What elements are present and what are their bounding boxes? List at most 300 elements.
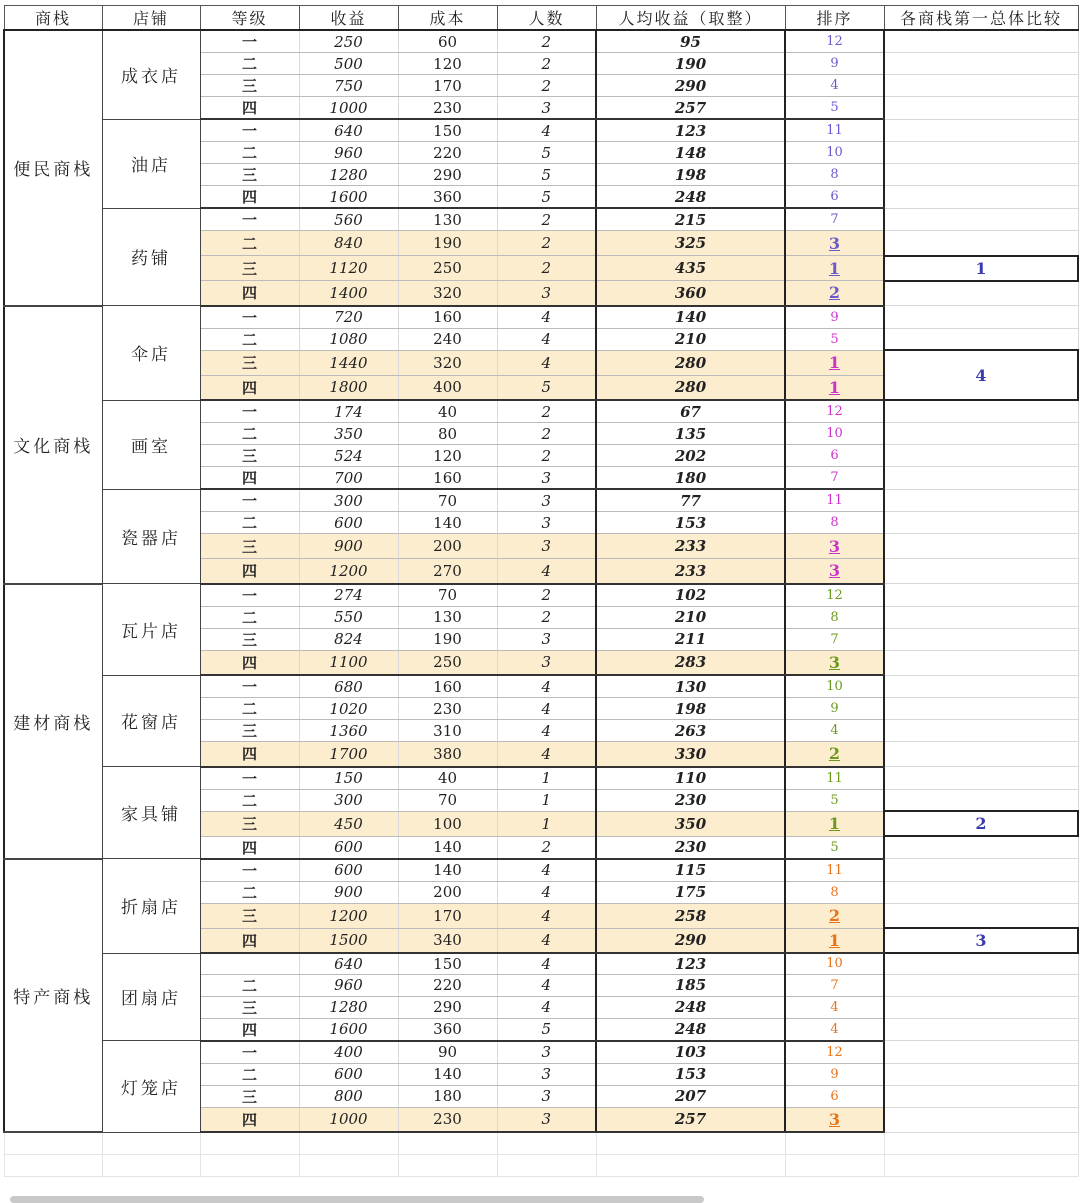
compare-cell[interactable] xyxy=(884,742,1078,767)
rank-cell[interactable]: 10 xyxy=(785,953,884,974)
rank-cell[interactable]: 1 xyxy=(785,928,884,953)
avg-revenue-cell[interactable]: 290 xyxy=(596,928,785,953)
cost-cell[interactable]: 150 xyxy=(398,119,497,142)
level-cell[interactable] xyxy=(200,953,299,974)
compare-cell[interactable] xyxy=(884,675,1078,698)
rank-cell[interactable]: 4 xyxy=(785,720,884,742)
avg-revenue-cell[interactable]: 103 xyxy=(596,1041,785,1064)
avg-revenue-cell[interactable]: 190 xyxy=(596,53,785,75)
level-cell[interactable]: 四 xyxy=(200,742,299,767)
compare-cell[interactable] xyxy=(884,445,1078,467)
compare-cell[interactable] xyxy=(884,231,1078,256)
revenue-cell[interactable]: 300 xyxy=(299,789,398,811)
compare-cell[interactable] xyxy=(884,400,1078,423)
shop-cell[interactable]: 折扇店 xyxy=(102,859,200,954)
compare-cell[interactable] xyxy=(884,30,1078,53)
level-cell[interactable]: 四 xyxy=(200,97,299,120)
level-cell[interactable]: 四 xyxy=(200,1018,299,1041)
empty-cell[interactable] xyxy=(596,1155,785,1177)
compare-cell[interactable] xyxy=(884,142,1078,164)
group-cell[interactable]: 特产商栈 xyxy=(4,859,102,1133)
avg-revenue-cell[interactable]: 180 xyxy=(596,467,785,490)
count-cell[interactable]: 1 xyxy=(497,811,596,836)
avg-revenue-cell[interactable]: 248 xyxy=(596,186,785,209)
cost-cell[interactable]: 160 xyxy=(398,467,497,490)
revenue-cell[interactable]: 1000 xyxy=(299,1107,398,1132)
cost-cell[interactable]: 170 xyxy=(398,903,497,928)
cost-cell[interactable]: 200 xyxy=(398,881,497,903)
rank-cell[interactable]: 9 xyxy=(785,698,884,720)
group-cell[interactable]: 便民商栈 xyxy=(4,30,102,306)
shop-cell[interactable]: 灯笼店 xyxy=(102,1041,200,1133)
level-cell[interactable]: 三 xyxy=(200,256,299,281)
avg-revenue-cell[interactable]: 102 xyxy=(596,584,785,607)
compare-cell[interactable] xyxy=(884,789,1078,811)
count-cell[interactable]: 2 xyxy=(497,606,596,628)
revenue-cell[interactable]: 1600 xyxy=(299,1018,398,1041)
empty-cell[interactable] xyxy=(200,1155,299,1177)
revenue-cell[interactable]: 720 xyxy=(299,306,398,329)
cost-cell[interactable]: 80 xyxy=(398,423,497,445)
shop-cell[interactable]: 瓦片店 xyxy=(102,584,200,676)
cost-cell[interactable]: 220 xyxy=(398,142,497,164)
empty-cell[interactable] xyxy=(398,1155,497,1177)
level-cell[interactable]: 四 xyxy=(200,650,299,675)
level-cell[interactable]: 一 xyxy=(200,30,299,53)
header-avg[interactable]: 人均收益（取整） xyxy=(596,6,785,31)
revenue-cell[interactable]: 250 xyxy=(299,30,398,53)
cost-cell[interactable]: 250 xyxy=(398,650,497,675)
compare-cell[interactable] xyxy=(884,767,1078,790)
count-cell[interactable]: 5 xyxy=(497,1018,596,1041)
count-cell[interactable]: 4 xyxy=(497,720,596,742)
level-cell[interactable]: 一 xyxy=(200,859,299,882)
count-cell[interactable]: 4 xyxy=(497,306,596,329)
revenue-cell[interactable]: 680 xyxy=(299,675,398,698)
level-cell[interactable]: 一 xyxy=(200,208,299,231)
avg-revenue-cell[interactable]: 140 xyxy=(596,306,785,329)
level-cell[interactable]: 四 xyxy=(200,375,299,400)
empty-cell[interactable] xyxy=(398,1132,497,1155)
level-cell[interactable]: 一 xyxy=(200,675,299,698)
revenue-cell[interactable]: 1400 xyxy=(299,281,398,306)
compare-cell[interactable] xyxy=(884,628,1078,650)
revenue-cell[interactable]: 150 xyxy=(299,767,398,790)
avg-revenue-cell[interactable]: 280 xyxy=(596,350,785,375)
count-cell[interactable]: 4 xyxy=(497,119,596,142)
avg-revenue-cell[interactable]: 435 xyxy=(596,256,785,281)
rank-cell[interactable]: 10 xyxy=(785,423,884,445)
level-cell[interactable]: 三 xyxy=(200,534,299,559)
cost-cell[interactable]: 120 xyxy=(398,445,497,467)
count-cell[interactable]: 3 xyxy=(497,1063,596,1085)
rank-cell[interactable]: 11 xyxy=(785,859,884,882)
rank-cell[interactable]: 12 xyxy=(785,30,884,53)
empty-cell[interactable] xyxy=(497,1155,596,1177)
rank-cell[interactable]: 6 xyxy=(785,186,884,209)
avg-revenue-cell[interactable]: 202 xyxy=(596,445,785,467)
avg-revenue-cell[interactable]: 350 xyxy=(596,811,785,836)
revenue-cell[interactable]: 1100 xyxy=(299,650,398,675)
count-cell[interactable]: 4 xyxy=(497,328,596,350)
cost-cell[interactable]: 190 xyxy=(398,628,497,650)
level-cell[interactable]: 一 xyxy=(200,119,299,142)
rank-cell[interactable]: 2 xyxy=(785,903,884,928)
shop-cell[interactable]: 家具铺 xyxy=(102,767,200,859)
avg-revenue-cell[interactable]: 123 xyxy=(596,953,785,974)
avg-revenue-cell[interactable]: 280 xyxy=(596,375,785,400)
revenue-cell[interactable]: 450 xyxy=(299,811,398,836)
level-cell[interactable]: 二 xyxy=(200,423,299,445)
level-cell[interactable]: 二 xyxy=(200,512,299,534)
revenue-cell[interactable]: 174 xyxy=(299,400,398,423)
cost-cell[interactable]: 130 xyxy=(398,606,497,628)
cost-cell[interactable]: 340 xyxy=(398,928,497,953)
shop-cell[interactable]: 团扇店 xyxy=(102,953,200,1041)
cost-cell[interactable]: 190 xyxy=(398,231,497,256)
compare-cell[interactable] xyxy=(884,423,1078,445)
shop-cell[interactable]: 伞店 xyxy=(102,306,200,401)
avg-revenue-cell[interactable]: 110 xyxy=(596,767,785,790)
compare-cell[interactable] xyxy=(884,836,1078,859)
avg-revenue-cell[interactable]: 135 xyxy=(596,423,785,445)
avg-revenue-cell[interactable]: 257 xyxy=(596,1107,785,1132)
rank-cell[interactable]: 1 xyxy=(785,811,884,836)
avg-revenue-cell[interactable]: 67 xyxy=(596,400,785,423)
level-cell[interactable]: 一 xyxy=(200,489,299,512)
count-cell[interactable]: 5 xyxy=(497,186,596,209)
compare-cell[interactable] xyxy=(884,859,1078,882)
level-cell[interactable]: 二 xyxy=(200,231,299,256)
compare-cell[interactable] xyxy=(884,119,1078,142)
avg-revenue-cell[interactable]: 153 xyxy=(596,1063,785,1085)
rank-cell[interactable]: 8 xyxy=(785,881,884,903)
avg-revenue-cell[interactable]: 210 xyxy=(596,328,785,350)
compare-cell[interactable] xyxy=(884,164,1078,186)
compare-cell[interactable] xyxy=(884,559,1078,584)
level-cell[interactable]: 三 xyxy=(200,350,299,375)
cost-cell[interactable]: 170 xyxy=(398,75,497,97)
compare-cell[interactable] xyxy=(884,281,1078,306)
revenue-cell[interactable]: 824 xyxy=(299,628,398,650)
level-cell[interactable]: 一 xyxy=(200,584,299,607)
shop-cell[interactable]: 成衣店 xyxy=(102,30,200,119)
count-cell[interactable]: 1 xyxy=(497,767,596,790)
revenue-cell[interactable]: 900 xyxy=(299,534,398,559)
count-cell[interactable]: 2 xyxy=(497,400,596,423)
rank-cell[interactable]: 1 xyxy=(785,350,884,375)
count-cell[interactable]: 2 xyxy=(497,208,596,231)
avg-revenue-cell[interactable]: 115 xyxy=(596,859,785,882)
level-cell[interactable]: 四 xyxy=(200,186,299,209)
avg-revenue-cell[interactable]: 153 xyxy=(596,512,785,534)
rank-cell[interactable]: 1 xyxy=(785,256,884,281)
compare-cell[interactable] xyxy=(884,489,1078,512)
cost-cell[interactable]: 230 xyxy=(398,97,497,120)
count-cell[interactable]: 2 xyxy=(497,423,596,445)
compare-cell[interactable] xyxy=(884,97,1078,120)
compare-cell[interactable] xyxy=(884,953,1078,974)
cost-cell[interactable]: 160 xyxy=(398,675,497,698)
cost-cell[interactable]: 100 xyxy=(398,811,497,836)
header-cost[interactable]: 成本 xyxy=(398,6,497,31)
compare-cell[interactable] xyxy=(884,328,1078,350)
header-revenue[interactable]: 收益 xyxy=(299,6,398,31)
rank-cell[interactable]: 7 xyxy=(785,208,884,231)
avg-revenue-cell[interactable]: 95 xyxy=(596,30,785,53)
cost-cell[interactable]: 140 xyxy=(398,512,497,534)
level-cell[interactable]: 四 xyxy=(200,467,299,490)
count-cell[interactable]: 4 xyxy=(497,742,596,767)
rank-cell[interactable]: 5 xyxy=(785,97,884,120)
level-cell[interactable]: 四 xyxy=(200,1107,299,1132)
revenue-cell[interactable]: 274 xyxy=(299,584,398,607)
cost-cell[interactable]: 310 xyxy=(398,720,497,742)
cost-cell[interactable]: 320 xyxy=(398,281,497,306)
revenue-cell[interactable]: 1360 xyxy=(299,720,398,742)
cost-cell[interactable]: 70 xyxy=(398,489,497,512)
cost-cell[interactable]: 70 xyxy=(398,789,497,811)
avg-revenue-cell[interactable]: 211 xyxy=(596,628,785,650)
empty-cell[interactable] xyxy=(299,1132,398,1155)
rank-cell[interactable]: 11 xyxy=(785,119,884,142)
rank-cell[interactable]: 8 xyxy=(785,512,884,534)
rank-cell[interactable]: 7 xyxy=(785,628,884,650)
cost-cell[interactable]: 90 xyxy=(398,1041,497,1064)
level-cell[interactable]: 三 xyxy=(200,1085,299,1107)
level-cell[interactable]: 三 xyxy=(200,75,299,97)
level-cell[interactable]: 二 xyxy=(200,789,299,811)
cost-cell[interactable]: 360 xyxy=(398,1018,497,1041)
count-cell[interactable]: 3 xyxy=(497,628,596,650)
revenue-cell[interactable]: 960 xyxy=(299,142,398,164)
avg-revenue-cell[interactable]: 198 xyxy=(596,698,785,720)
avg-revenue-cell[interactable]: 198 xyxy=(596,164,785,186)
cost-cell[interactable]: 40 xyxy=(398,767,497,790)
rank-cell[interactable]: 9 xyxy=(785,306,884,329)
avg-revenue-cell[interactable]: 290 xyxy=(596,75,785,97)
count-cell[interactable]: 3 xyxy=(497,97,596,120)
revenue-cell[interactable]: 750 xyxy=(299,75,398,97)
revenue-cell[interactable]: 700 xyxy=(299,467,398,490)
level-cell[interactable]: 二 xyxy=(200,328,299,350)
avg-revenue-cell[interactable]: 130 xyxy=(596,675,785,698)
avg-revenue-cell[interactable]: 257 xyxy=(596,97,785,120)
cost-cell[interactable]: 180 xyxy=(398,1085,497,1107)
cost-cell[interactable]: 150 xyxy=(398,953,497,974)
compare-cell[interactable] xyxy=(884,208,1078,231)
shop-cell[interactable]: 油店 xyxy=(102,119,200,208)
avg-revenue-cell[interactable]: 263 xyxy=(596,720,785,742)
rank-cell[interactable]: 9 xyxy=(785,53,884,75)
level-cell[interactable]: 二 xyxy=(200,142,299,164)
revenue-cell[interactable]: 640 xyxy=(299,119,398,142)
rank-cell[interactable]: 8 xyxy=(785,164,884,186)
avg-revenue-cell[interactable]: 148 xyxy=(596,142,785,164)
compare-cell[interactable] xyxy=(884,1018,1078,1041)
count-cell[interactable]: 3 xyxy=(497,650,596,675)
compare-cell[interactable] xyxy=(884,881,1078,903)
cost-cell[interactable]: 380 xyxy=(398,742,497,767)
cost-cell[interactable]: 40 xyxy=(398,400,497,423)
rank-cell[interactable]: 6 xyxy=(785,445,884,467)
compare-cell[interactable] xyxy=(884,650,1078,675)
cost-cell[interactable]: 60 xyxy=(398,30,497,53)
empty-cell[interactable] xyxy=(497,1132,596,1155)
compare-cell[interactable] xyxy=(884,75,1078,97)
count-cell[interactable]: 4 xyxy=(497,974,596,996)
count-cell[interactable]: 2 xyxy=(497,231,596,256)
revenue-cell[interactable]: 1800 xyxy=(299,375,398,400)
revenue-cell[interactable]: 600 xyxy=(299,512,398,534)
cost-cell[interactable]: 200 xyxy=(398,534,497,559)
header-rank[interactable]: 排序 xyxy=(785,6,884,31)
cost-cell[interactable]: 140 xyxy=(398,1063,497,1085)
count-cell[interactable]: 1 xyxy=(497,789,596,811)
level-cell[interactable]: 一 xyxy=(200,1041,299,1064)
level-cell[interactable]: 一 xyxy=(200,767,299,790)
rank-cell[interactable]: 2 xyxy=(785,742,884,767)
cost-cell[interactable]: 130 xyxy=(398,208,497,231)
level-cell[interactable]: 四 xyxy=(200,928,299,953)
avg-revenue-cell[interactable]: 230 xyxy=(596,836,785,859)
level-cell[interactable]: 三 xyxy=(200,164,299,186)
level-cell[interactable]: 二 xyxy=(200,881,299,903)
avg-revenue-cell[interactable]: 248 xyxy=(596,996,785,1018)
cost-cell[interactable]: 290 xyxy=(398,996,497,1018)
level-cell[interactable]: 四 xyxy=(200,559,299,584)
rank-cell[interactable]: 1 xyxy=(785,375,884,400)
revenue-cell[interactable]: 1200 xyxy=(299,903,398,928)
avg-revenue-cell[interactable]: 230 xyxy=(596,789,785,811)
count-cell[interactable]: 2 xyxy=(497,445,596,467)
rank-cell[interactable]: 10 xyxy=(785,675,884,698)
empty-cell[interactable] xyxy=(4,1155,102,1177)
compare-cell[interactable] xyxy=(884,53,1078,75)
cost-cell[interactable]: 220 xyxy=(398,974,497,996)
rank-cell[interactable]: 4 xyxy=(785,996,884,1018)
compare-cell[interactable] xyxy=(884,720,1078,742)
level-cell[interactable]: 三 xyxy=(200,720,299,742)
compare-cell[interactable] xyxy=(884,534,1078,559)
rank-cell[interactable]: 3 xyxy=(785,534,884,559)
compare-cell[interactable] xyxy=(884,1063,1078,1085)
empty-cell[interactable] xyxy=(102,1155,200,1177)
compare-cell[interactable] xyxy=(884,584,1078,607)
revenue-cell[interactable]: 350 xyxy=(299,423,398,445)
header-compare[interactable]: 各商栈第一总体比较 xyxy=(884,6,1078,31)
cost-cell[interactable]: 290 xyxy=(398,164,497,186)
rank-cell[interactable]: 12 xyxy=(785,400,884,423)
rank-cell[interactable]: 5 xyxy=(785,836,884,859)
revenue-cell[interactable]: 640 xyxy=(299,953,398,974)
revenue-cell[interactable]: 1500 xyxy=(299,928,398,953)
empty-cell[interactable] xyxy=(884,1132,1078,1155)
revenue-cell[interactable]: 400 xyxy=(299,1041,398,1064)
shop-cell[interactable]: 画室 xyxy=(102,400,200,489)
count-cell[interactable]: 3 xyxy=(497,281,596,306)
horizontal-scrollbar[interactable] xyxy=(10,1196,704,1203)
cost-cell[interactable]: 140 xyxy=(398,859,497,882)
revenue-cell[interactable]: 524 xyxy=(299,445,398,467)
count-cell[interactable]: 3 xyxy=(497,467,596,490)
count-cell[interactable]: 2 xyxy=(497,53,596,75)
count-cell[interactable]: 3 xyxy=(497,489,596,512)
cost-cell[interactable]: 160 xyxy=(398,306,497,329)
rank-cell[interactable]: 12 xyxy=(785,584,884,607)
rank-cell[interactable]: 3 xyxy=(785,559,884,584)
level-cell[interactable]: 三 xyxy=(200,628,299,650)
shop-cell[interactable]: 花窗店 xyxy=(102,675,200,767)
avg-revenue-cell[interactable]: 215 xyxy=(596,208,785,231)
level-cell[interactable]: 一 xyxy=(200,400,299,423)
compare-cell[interactable] xyxy=(884,1085,1078,1107)
level-cell[interactable]: 四 xyxy=(200,281,299,306)
count-cell[interactable]: 5 xyxy=(497,164,596,186)
empty-cell[interactable] xyxy=(299,1155,398,1177)
cost-cell[interactable]: 270 xyxy=(398,559,497,584)
shop-cell[interactable]: 瓷器店 xyxy=(102,489,200,584)
compare-cell[interactable] xyxy=(884,606,1078,628)
rank-cell[interactable]: 5 xyxy=(785,328,884,350)
avg-revenue-cell[interactable]: 210 xyxy=(596,606,785,628)
count-cell[interactable]: 4 xyxy=(497,903,596,928)
compare-cell[interactable] xyxy=(884,974,1078,996)
count-cell[interactable]: 3 xyxy=(497,534,596,559)
avg-revenue-cell[interactable]: 360 xyxy=(596,281,785,306)
empty-cell[interactable] xyxy=(596,1132,785,1155)
header-shop[interactable]: 店铺 xyxy=(102,6,200,31)
count-cell[interactable]: 3 xyxy=(497,1041,596,1064)
avg-revenue-cell[interactable]: 123 xyxy=(596,119,785,142)
rank-cell[interactable]: 11 xyxy=(785,489,884,512)
cost-cell[interactable]: 70 xyxy=(398,584,497,607)
level-cell[interactable]: 二 xyxy=(200,1063,299,1085)
revenue-cell[interactable]: 840 xyxy=(299,231,398,256)
revenue-cell[interactable]: 1000 xyxy=(299,97,398,120)
level-cell[interactable]: 二 xyxy=(200,606,299,628)
revenue-cell[interactable]: 600 xyxy=(299,836,398,859)
rank-cell[interactable]: 4 xyxy=(785,1018,884,1041)
count-cell[interactable]: 5 xyxy=(497,142,596,164)
rank-cell[interactable]: 3 xyxy=(785,650,884,675)
compare-cell[interactable] xyxy=(884,1107,1078,1132)
cost-cell[interactable]: 320 xyxy=(398,350,497,375)
rank-cell[interactable]: 10 xyxy=(785,142,884,164)
revenue-cell[interactable]: 800 xyxy=(299,1085,398,1107)
rank-cell[interactable]: 8 xyxy=(785,606,884,628)
count-cell[interactable]: 4 xyxy=(497,675,596,698)
revenue-cell[interactable]: 500 xyxy=(299,53,398,75)
cost-cell[interactable]: 140 xyxy=(398,836,497,859)
empty-cell[interactable] xyxy=(4,1132,102,1155)
rank-cell[interactable]: 7 xyxy=(785,467,884,490)
revenue-cell[interactable]: 1120 xyxy=(299,256,398,281)
count-cell[interactable]: 4 xyxy=(497,559,596,584)
empty-cell[interactable] xyxy=(884,1155,1078,1177)
avg-revenue-cell[interactable]: 175 xyxy=(596,881,785,903)
level-cell[interactable]: 四 xyxy=(200,836,299,859)
compare-cell[interactable]: 2 xyxy=(884,811,1078,836)
count-cell[interactable]: 4 xyxy=(497,996,596,1018)
revenue-cell[interactable]: 550 xyxy=(299,606,398,628)
empty-cell[interactable] xyxy=(785,1132,884,1155)
count-cell[interactable]: 2 xyxy=(497,836,596,859)
count-cell[interactable]: 2 xyxy=(497,75,596,97)
empty-cell[interactable] xyxy=(785,1155,884,1177)
compare-cell[interactable] xyxy=(884,996,1078,1018)
level-cell[interactable]: 三 xyxy=(200,996,299,1018)
